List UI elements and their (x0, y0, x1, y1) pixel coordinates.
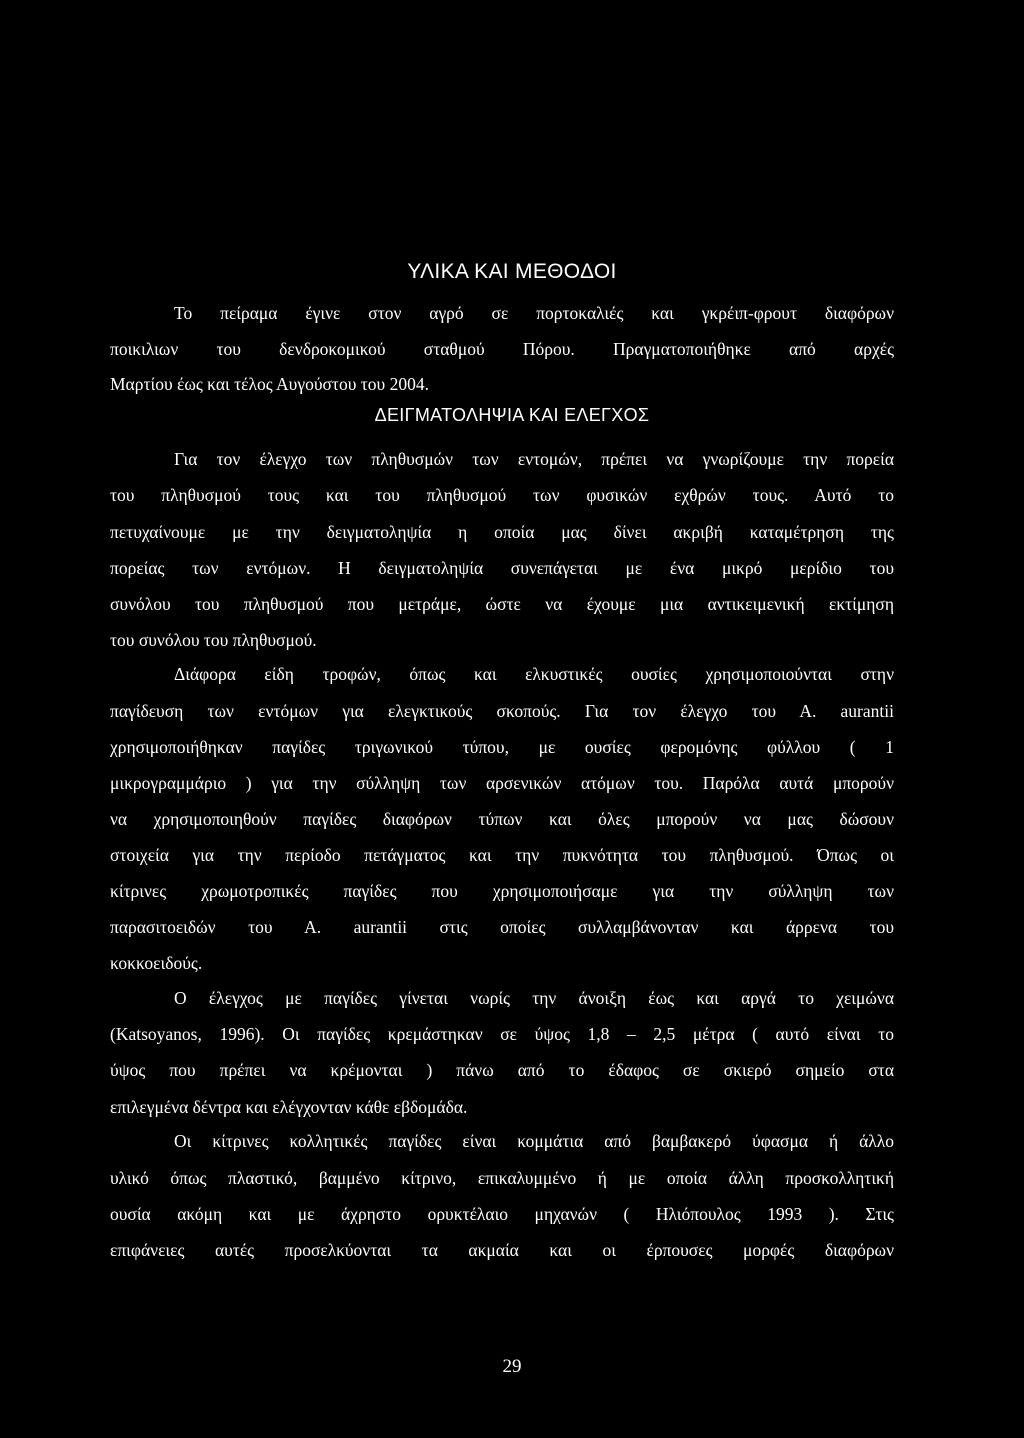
text-line: ουσία ακόμη και με άχρηστο ορυκτέλαιο μηχανών ( Ηλιόπουλος 1993 ). Στις (110, 1204, 894, 1224)
text-line: πορείας των εντόμων. Η δειγματοληψία συνεπάγεται με ένα μικρό μερίδιο του (110, 558, 894, 578)
text-line: μικρογραμμάριο ) για την σύλληψη των αρσενικών ατόμων του. Παρόλα αυτά μπορούν (110, 773, 894, 793)
text-line: Μαρτίου έως και τέλος Αυγούστου του 2004. (110, 374, 429, 394)
text-line: (Katsoyanos, 1996). Οι παγίδες κρεμάστηκαν σε ύψος 1,8 – 2,5 μέτρα ( αυτό είναι το (110, 1024, 894, 1044)
text-line: Οι κίτρινες κολλητικές παγίδες είναι κομμάτια από βαμβακερό ύφασμα ή άλλο (174, 1131, 894, 1151)
text-line: στοιχεία για την περίοδο πετάγματος και την πυκνότητα του πληθυσμού. Όπως οι (110, 845, 894, 865)
text-line: πετυχαίνουμε με την δειγματοληψία η οποία μας δίνει ακριβή καταμέτρηση της (110, 522, 894, 542)
subsection-heading: ΔΕΙΓΜΑΤΟΛΗΨΙΑ ΚΑΙ ΕΛΕΓΧΟΣ (374, 405, 650, 425)
text-line: του συνόλου του πληθυσμού. (110, 630, 317, 650)
text-line: Ο έλεγχος με παγίδες γίνεται νωρίς την άνοιξη έως και αργά το χειμώνα (174, 988, 894, 1008)
text-line: Το πείραμα έγινε στον αγρό σε πορτοκαλιές και γκρέιπ-φρουτ διαφόρων (174, 303, 894, 323)
text-line: ύψος που πρέπει να κρέμονται ) πάνω από το έδαφος σε σκιερό σημείο στα (110, 1060, 894, 1080)
text-line: υλικό όπως πλαστικό, βαμμένο κίτρινο, επικαλυμμένο ή με οποία άλλη προσκολλητική (110, 1168, 894, 1188)
text-line: Διάφορα είδη τροφών, όπως και ελκυστικές ουσίες χρησιμοποιούνται στην (174, 664, 894, 684)
text-line: χρησιμοποιήθηκαν παγίδες τριγωνικού τύπου, με ουσίες φερομόνης φύλλου ( 1 (110, 737, 894, 757)
text-line: ποικιλιων του δενδροκομικού σταθμού Πόρου. Πραγματοποιήθηκε από αρχές (110, 339, 894, 359)
text-line: Για τον έλεγχο των πληθυσμών των εντομών, πρέπει να γνωρίζουμε την πορεία (174, 449, 894, 469)
text-line: επιλεγμένα δέντρα και ελέγχονταν κάθε εβδομάδα. (110, 1097, 468, 1117)
text-line: κίτρινες χρωμοτροπικές παγίδες που χρησιμοποιήσαμε για την σύλληψη των (110, 881, 894, 901)
page-number: 29 (502, 1356, 522, 1377)
text-line: παρασιτοειδών του Α. aurantii στις οποίες συλλαμβάνονταν και άρρενα του (110, 917, 894, 937)
text-line: συνόλου του πληθυσμού που μετράμε, ώστε να έχουμε μια αντικειμενική εκτίμηση (110, 594, 894, 614)
text-line: να χρησιμοποιηθούν παγίδες διαφόρων τύπων και όλες μπορούν να μας δώσουν (110, 809, 894, 829)
text-line: παγίδευση των εντόμων για ελεγκτικούς σκοπούς. Για τον έλεγχο του Α. aurantii (110, 701, 894, 721)
text-line: επιφάνειες αυτές προσελκύονται τα ακμαία και οι έρπουσες μορφές διαφόρων (110, 1240, 894, 1260)
section-heading: ΥΛΙΚΑ ΚΑΙ ΜΕΘΟΔΟΙ (407, 260, 617, 283)
text-line: κοκκοειδούς. (110, 953, 203, 973)
text-line: του πληθυσμού τους και του πληθυσμού των φυσικών εχθρών τους. Αυτό το (110, 485, 894, 505)
